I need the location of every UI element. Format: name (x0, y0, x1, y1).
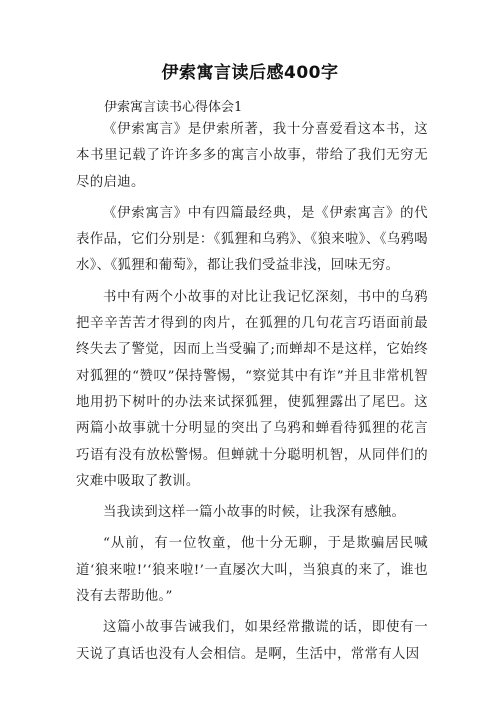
paragraph: 书中有两个小故事的对比让我记忆深刻，书中的乌鸦把辛辛苦苦才得到的肉片，在狐狸的几句花言巧语面前最终失去了警觉，因而上当受骗了;而蝉却不是这样，它始终对狐狸的“赞叹”保持警惕，“察觉其中有诈”并且非常机智地用扔下树叶的办法来试探狐狸，使狐狸露出了尾巴。这两篇小故事就十分明显的突出了乌鸦和蝉看待狐狸的花言巧语有没有放松警惕。但蝉就十分聪明机智，从同伴们的灾难中吸取了教训。 (76, 289, 428, 489)
paragraph: “从前，有一位牧童，他十分无聊，于是欺骗居民喊道‘狼来啦!’‘狼来啦!’一直屡次大叫，当狼真的来了，谁也没有去帮助他。” (76, 536, 428, 605)
paragraph: 当我读到这样一篇小故事的时候，让我深有感触。 (103, 505, 406, 521)
document-title: 伊索寓言读后感400字 (161, 63, 339, 83)
paragraph: 这篇小故事告诫我们，如果经常撒谎的话，即使有一天说了真话也没有人会相信。是啊，生活中，常常有人因 (76, 620, 428, 662)
paragraph: 《伊索寓言》中有四篇最经典，是《伊索寓言》的代表作品，它们分别是：《狐狸和乌鸦》、《狼来啦》、《乌鸦喝水》、《狐狸和葡萄》，都让我们受益非浅，回味无穷。 (76, 205, 428, 274)
paragraph: 《伊索寓言》是伊索所著，我十分喜爱看这本书，这本书里记载了许许多多的寓言小故事，带给了我们无穷无尽的启迪。 (76, 122, 428, 190)
document-subtitle: 伊索寓言读书心得体会1 (104, 100, 243, 115)
document-body (76, 117, 428, 673)
